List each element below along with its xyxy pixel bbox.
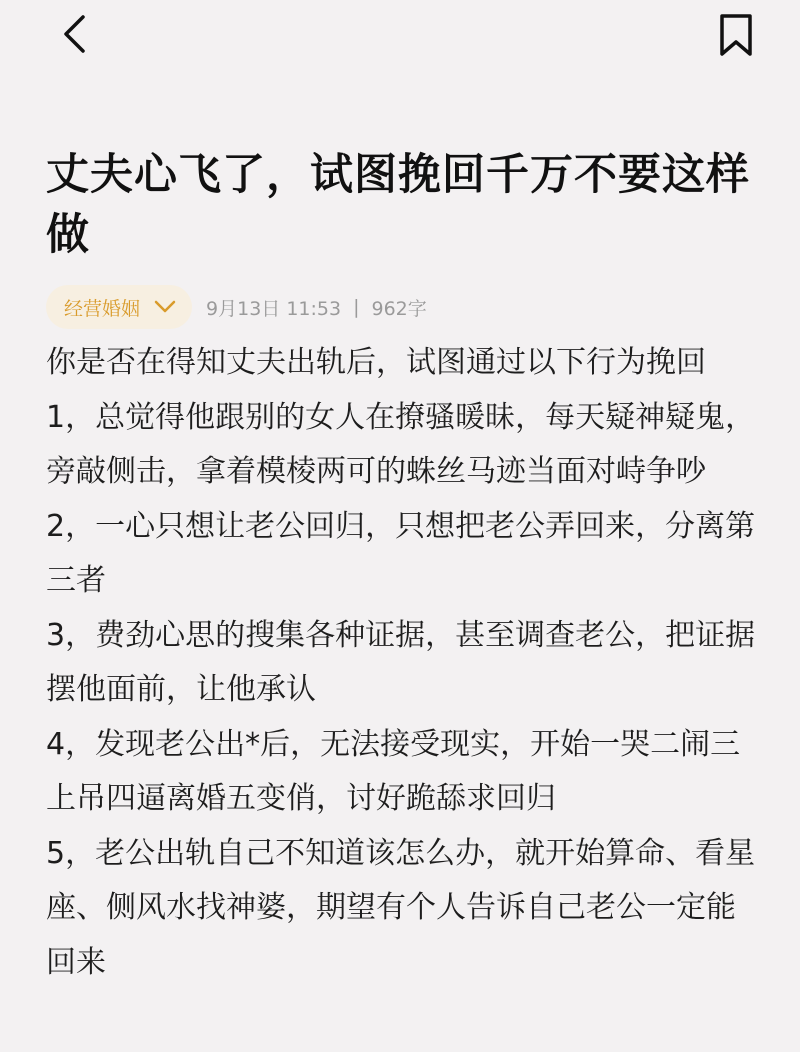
chevron-down-icon (154, 300, 176, 314)
paragraph: 3，费劲心思的搜集各种证据，甚至调查老公，把证据摆他面前，让他承认 (46, 617, 756, 707)
category-chip[interactable] (46, 285, 192, 329)
publish-date: 9月13日 11:53 (206, 297, 342, 320)
chevron-left-icon (61, 14, 87, 58)
paragraph: 你是否在得知丈夫出轨后，试图通过以下行为挽回 (46, 345, 706, 380)
top-bar (0, 0, 800, 80)
paragraph: 1，总觉得他跟别的女人在撩骚暖昧，每天疑神疑鬼，旁敲侧击，拿着模棱两可的蛛丝马迹当面对峙争吵 (46, 399, 756, 489)
bookmark-button[interactable] (712, 12, 760, 62)
meta-separator: | (353, 296, 360, 318)
article-title: 丈夫心飞了，试图挽回千万不要这样做 (46, 150, 750, 260)
paragraph: 4，发现老公出*后，无法接受现实，开始一哭二闹三上吊四逼离婚五变俏，讨好跪舔求回归 (46, 726, 741, 816)
article-body (46, 336, 764, 990)
paragraph: 5，老公出轨自己不知道该怎么办，就开始算命、看星座、侧风水找神婆，期望有个人告诉自己老公一定能回来 (46, 835, 756, 980)
paragraph: 2，一心只想让老公回归，只想把老公弄回来，分离第三者 (46, 508, 756, 598)
article-meta (46, 285, 427, 329)
back-button[interactable] (52, 14, 96, 58)
word-count: 962字 (371, 297, 427, 320)
category-label: 经营婚姻 (64, 297, 141, 320)
bookmark-icon (717, 12, 755, 62)
